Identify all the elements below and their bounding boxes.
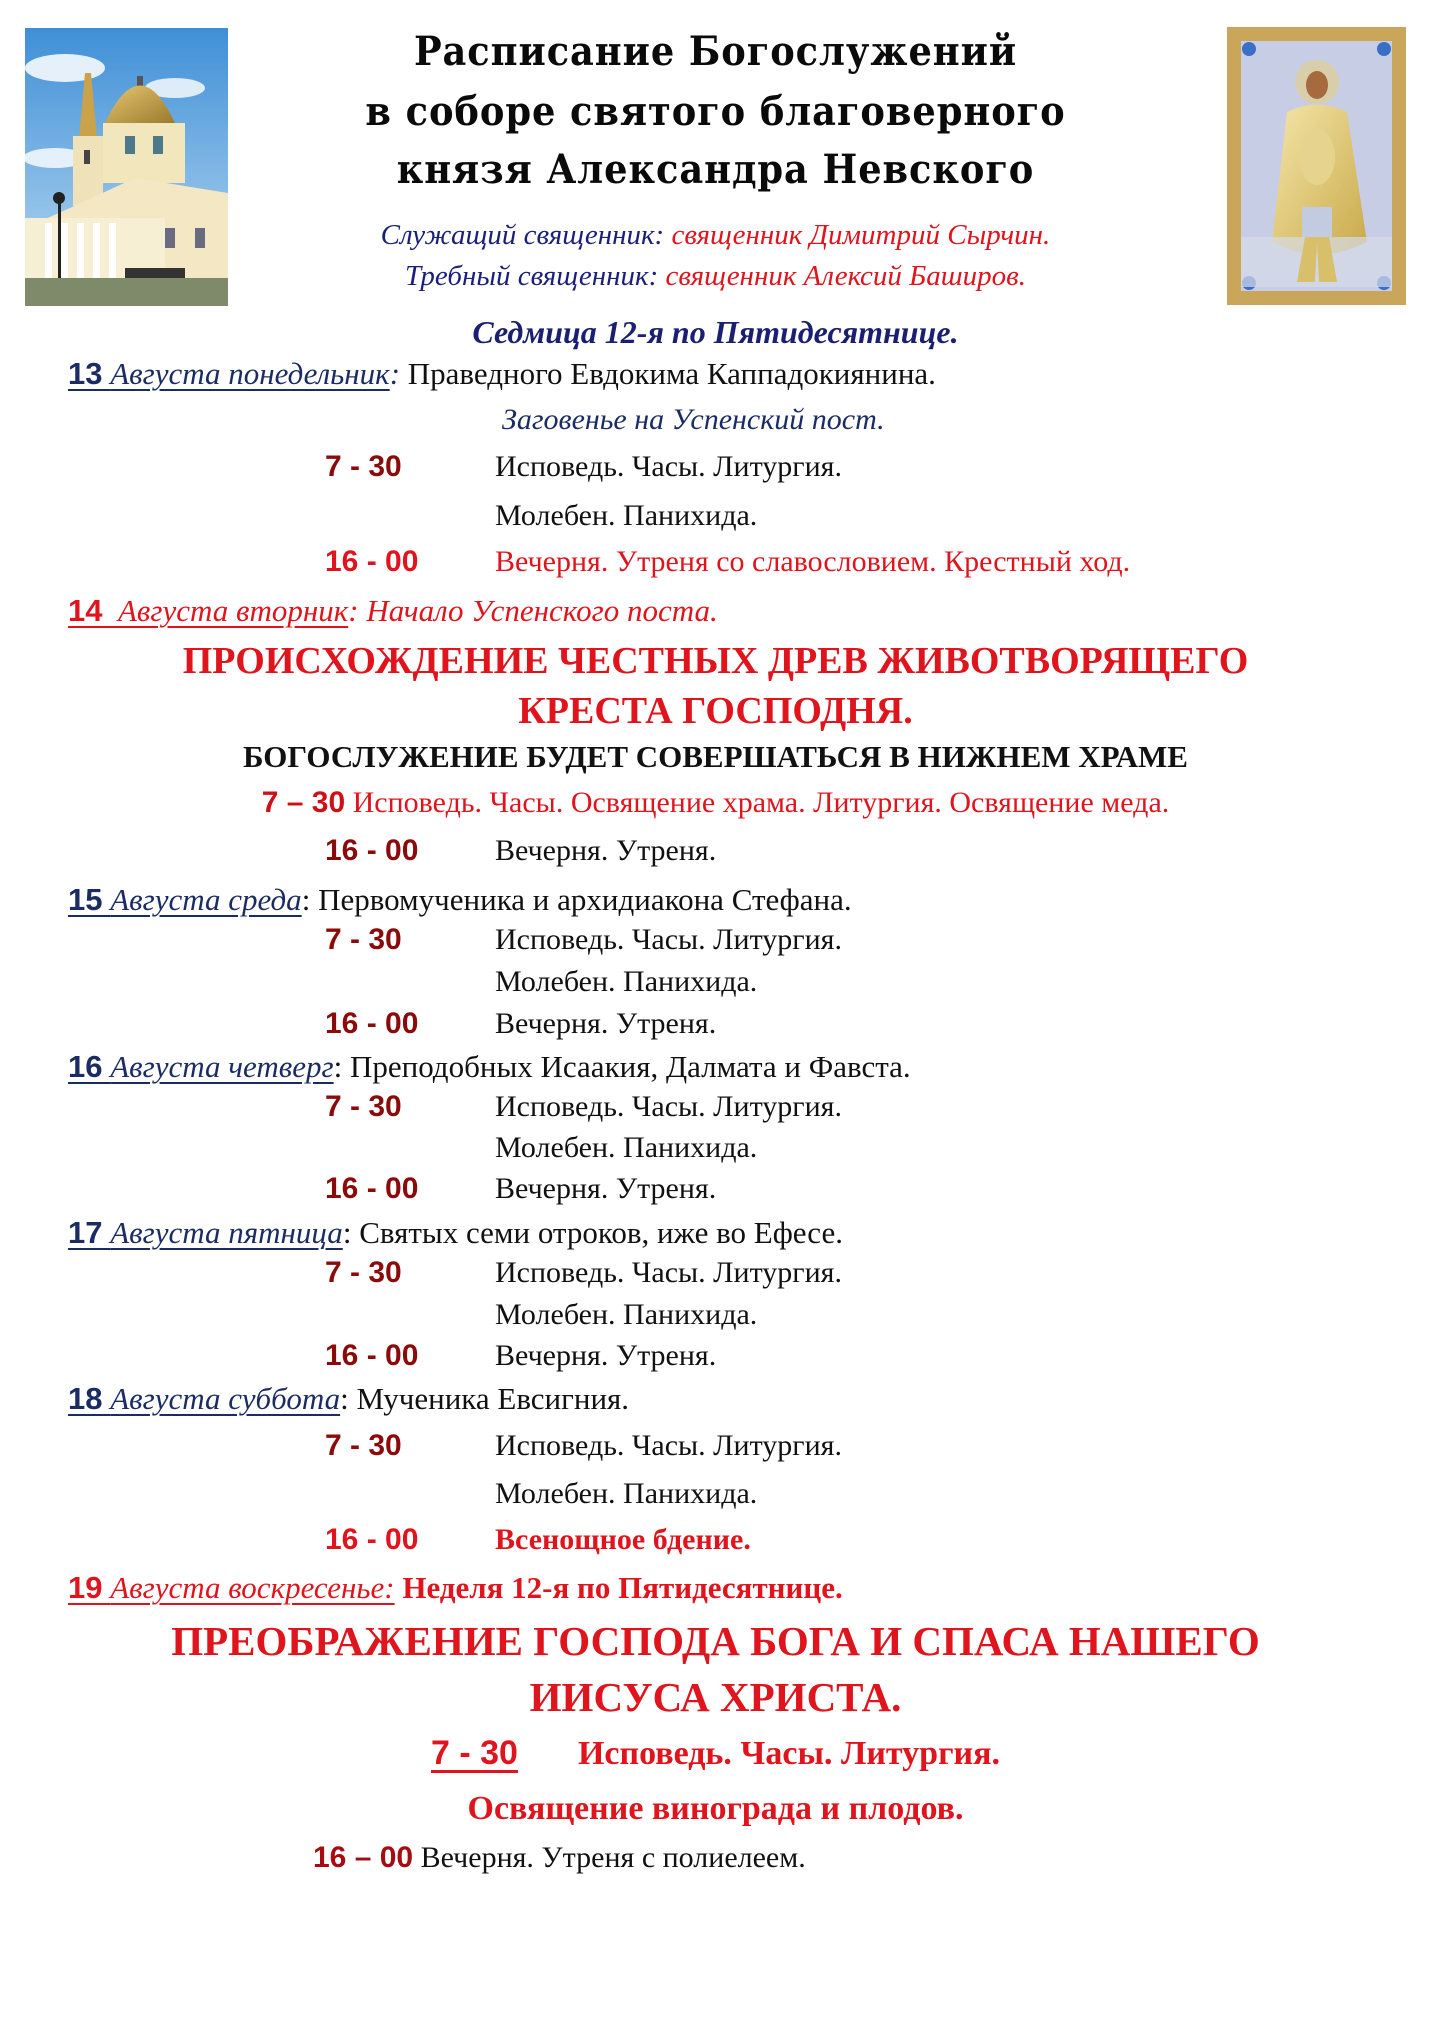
service-text: Вечерня. Утреня со славословием. Крестный ход. [495,545,1131,578]
service-time: 7 - 30 [325,1429,402,1462]
service-text: Всенощное бдение. [495,1523,751,1556]
page-title-line-3: князя Александра Невского [396,146,1035,193]
day-heading-14: 14 Августа вторник: Начало Успенского поста. [68,593,718,628]
day-note: Заговенье на Успенский пост. [502,403,885,436]
service-text: Вечерня. Утреня с полиелеем. [413,1841,806,1874]
date-label: 15 Августа среда [68,882,302,917]
saint-commemoration: Неделя 12-я по Пятидесятнице. [394,1570,843,1605]
service-text: Молебен. Панихида. [495,499,758,532]
page-title-line-2: в соборе святого благоверного [365,88,1066,135]
feast-title-line-2: ИИСУСА ХРИСТА. [529,1674,902,1720]
service-text: Молебен. Панихида. [495,1477,758,1510]
day-heading-16: 16 Августа четверг: Преподобных Исаакия, Далмата и Фавста. [68,1049,911,1084]
service-time: 16 - 00 [325,834,419,867]
service-time: 7 - 30 [430,1734,518,1772]
saint-commemoration: Праведного Евдокима Каппадокиянина. [400,356,936,391]
date-label: 18 Августа суббота [68,1381,341,1416]
date-label: 14 Августа вторник [68,593,349,628]
day-heading-15: 15 Августа среда: Первомученика и архидиакона Стефана. [68,882,852,917]
service-time: 7 – 30 [261,786,346,819]
service-text: Молебен. Панихида. [495,1131,758,1164]
service-time: 16 - 00 [325,545,419,578]
service-text: Вечерня. Утреня. [495,1007,717,1040]
duty-priest-name: священник Алексий Баширов. [665,260,1027,292]
service-row [0,1736,1431,1771]
service-row: Освящение винограда и плодов. [467,1790,964,1827]
saint-commemoration: Преподобных Исаакия, Далмата и Фавста. [342,1049,911,1084]
service-text: Молебен. Панихида. [495,965,758,998]
serving-priest-name: священник Димитрий Сырчин. [671,219,1051,251]
service-text: Исповедь. Часы. Литургия. [495,1090,842,1123]
saint-commemoration: Начало Успенского поста. [358,593,718,628]
date-label: 17 Августа пятница [68,1215,343,1250]
feast-title-line-1: ПРЕОБРАЖЕНИЕ ГОСПОДА БОГА И СПАСА НАШЕГО [171,1618,1260,1664]
day-heading-19 [68,1572,843,1603]
duty-priest-line [0,262,1431,291]
service-text: Исповедь. Часы. Литургия. [495,450,842,483]
service-time: 16 - 00 [325,1523,419,1556]
service-time: 7 - 30 [325,923,402,956]
day-heading-17: 17 Августа пятница: Святых семи отроков, иже во Ефесе. [68,1215,843,1250]
service-text: Исповедь. Часы. Литургия. [495,923,842,956]
service-text: Исповедь. Часы. Литургия. [495,1256,842,1289]
serving-priest-label: Служащий священник: [380,219,665,251]
date-label: 13 Августа понедельник [68,356,390,391]
date-label: 16 Августа четверг [68,1049,334,1084]
week-title: Седмица 12-я по Пятидесятнице. [472,314,959,350]
saint-commemoration: Мученика Евсигния. [348,1381,630,1416]
day-heading-13: 13 Августа понедельник: Праведного Евдокима Каппадокиянина. [68,356,936,391]
service-time: 16 - 00 [325,1339,419,1372]
service-text: Вечерня. Утреня. [495,834,717,867]
day-heading-18: 18 Августа суббота: Мученика Евсигния. [68,1381,630,1416]
special-service-row [0,788,1431,818]
lower-church-notice: БОГОСЛУЖЕНИЕ БУДЕТ СОВЕРШАТЬСЯ В НИЖНЕМ ХРАМЕ [243,739,1188,774]
saint-commemoration: Первомученика и архидиакона Стефана. [310,882,852,917]
service-time: 7 - 30 [325,450,402,483]
service-text: Вечерня. Утреня. [495,1339,717,1372]
saint-commemoration: Святых семи отроков, иже во Ефесе. [351,1215,843,1250]
service-text: Исповедь. Часы. Литургия. [495,1429,842,1462]
service-text: Вечерня. Утреня. [495,1172,717,1205]
serving-priest-line [0,221,1431,250]
service-text: Молебен. Панихида. [495,1298,758,1331]
page-title-line-1: Расписание Богослужений [413,28,1018,75]
service-time: 16 – 00 [313,1841,414,1874]
duty-priest-label: Требный священник: [404,260,659,292]
service-time: 16 - 00 [325,1172,419,1205]
service-text: Исповедь. Часы. Литургия. [577,1735,1000,1772]
service-time: 7 - 30 [325,1256,402,1289]
service-row [313,1843,806,1873]
service-time: 16 - 00 [325,1007,419,1040]
date-label: 19 Августа воскресенье: [68,1570,395,1605]
feast-title-line-1: ПРОИСХОЖДЕНИЕ ЧЕСТНЫХ ДРЕВ ЖИВОТВОРЯЩЕГО [182,640,1249,682]
feast-title-line-2: КРЕСТА ГОСПОДНЯ. [518,690,913,732]
service-text: Исповедь. Часы. Освящение храма. Литургия. Освящение меда. [345,786,1170,819]
service-time: 7 - 30 [325,1090,402,1123]
